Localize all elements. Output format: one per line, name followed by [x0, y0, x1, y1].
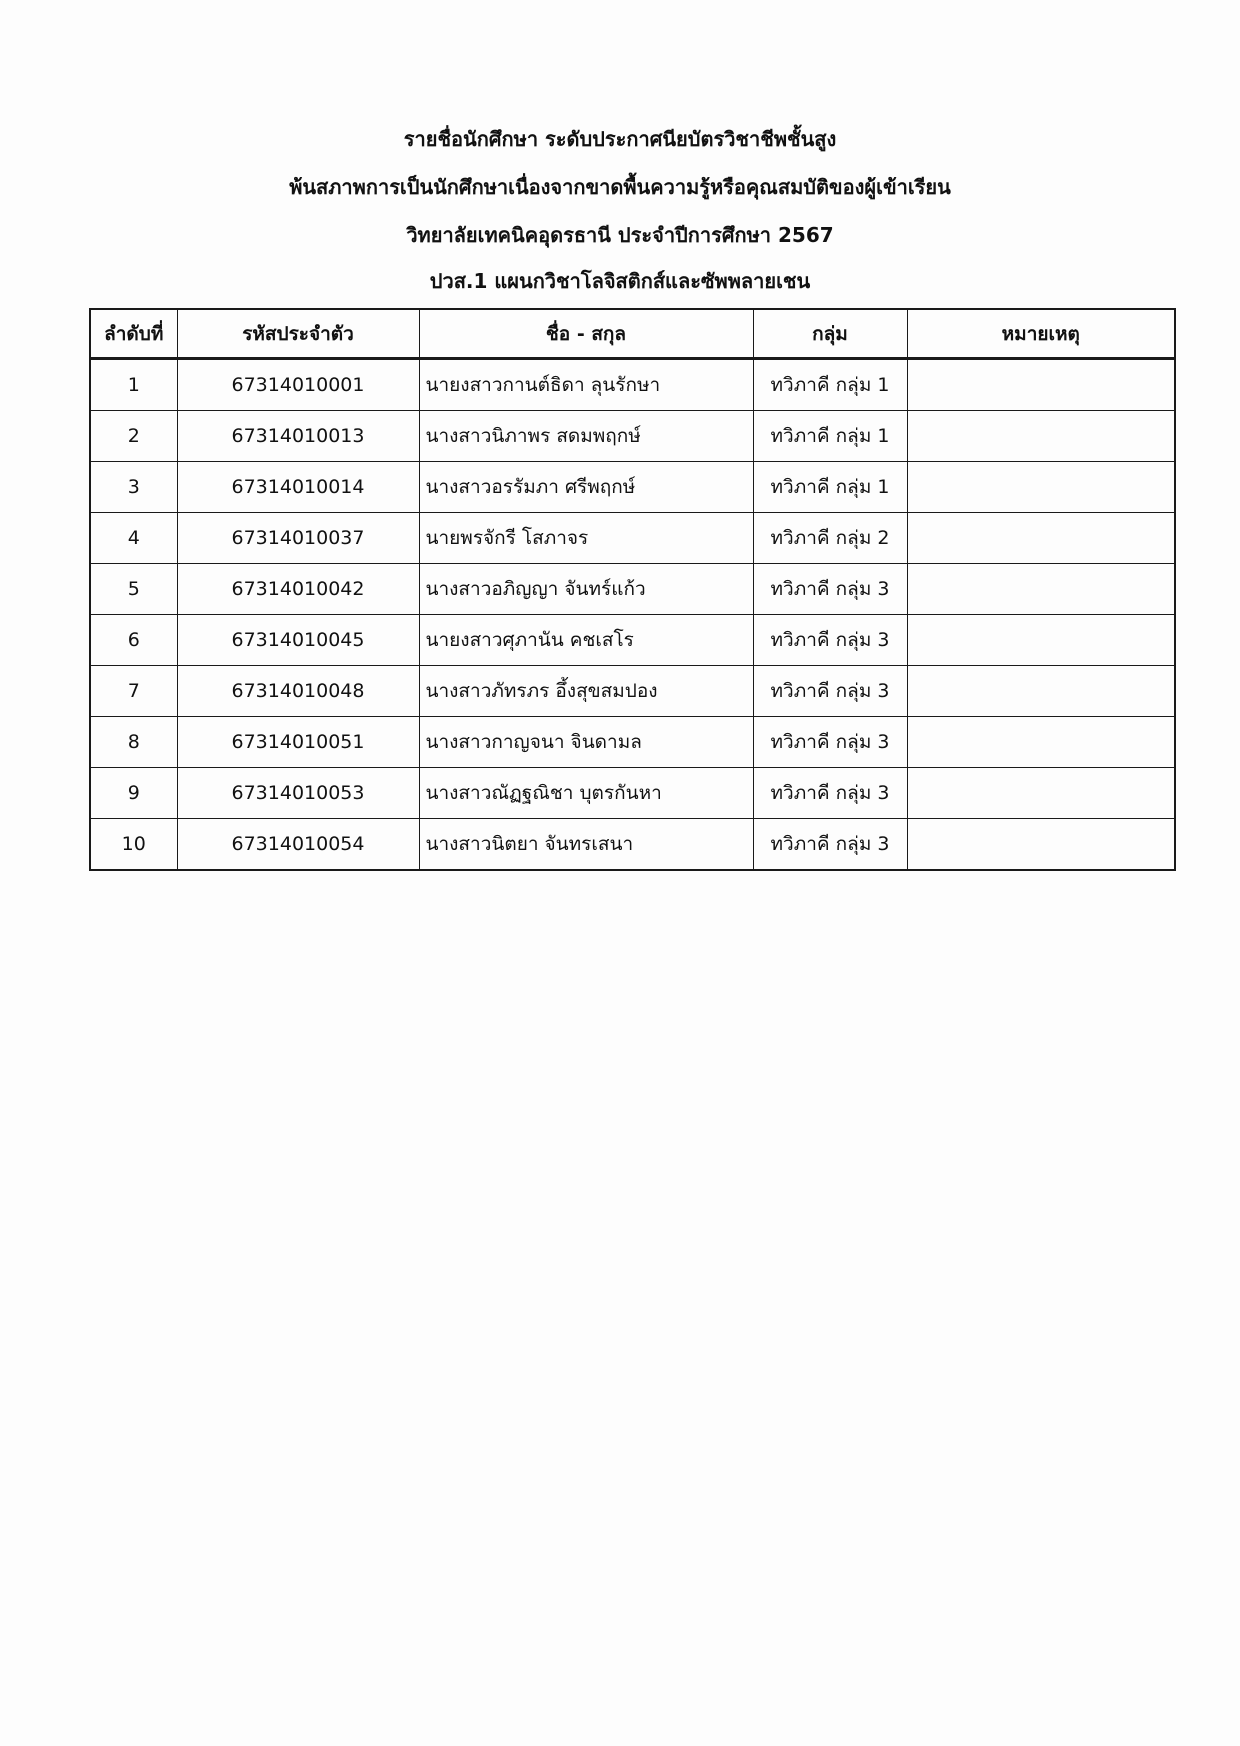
cell-student-id: 67314010037: [177, 513, 419, 564]
cell-no: 10: [90, 819, 177, 871]
cell-name: นางสาวภัทรภร อึ้งสุขสมปอง: [419, 666, 753, 717]
header-student-id: รหัสประจำตัว: [177, 309, 419, 359]
table-row: [90, 513, 1175, 564]
table-row: [90, 768, 1175, 819]
table-row: [90, 411, 1175, 462]
cell-remark: [907, 717, 1175, 768]
cell-student-id: 67314010048: [177, 666, 419, 717]
table-row: [90, 819, 1175, 871]
cell-student-id: 67314010045: [177, 615, 419, 666]
cell-remark: [907, 768, 1175, 819]
cell-remark: [907, 564, 1175, 615]
header-group: กลุ่ม: [753, 309, 907, 359]
cell-no: 3: [90, 462, 177, 513]
table-row: [90, 359, 1175, 411]
cell-group: ทวิภาคี กลุ่ม 1: [753, 462, 907, 513]
cell-group: ทวิภาคี กลุ่ม 3: [753, 564, 907, 615]
cell-name: นายงสาวกานต์ธิดา ลุนรักษา: [419, 359, 753, 411]
cell-student-id: 67314010014: [177, 462, 419, 513]
cell-group: ทวิภาคี กลุ่ม 3: [753, 768, 907, 819]
cell-group: ทวิภาคี กลุ่ม 1: [753, 411, 907, 462]
student-table: [89, 308, 1176, 871]
cell-student-id: 67314010054: [177, 819, 419, 871]
header-no: ลำดับที่: [90, 309, 177, 359]
cell-student-id: 67314010001: [177, 359, 419, 411]
cell-no: 4: [90, 513, 177, 564]
cell-no: 7: [90, 666, 177, 717]
table-row: [90, 666, 1175, 717]
cell-group: ทวิภาคี กลุ่ม 2: [753, 513, 907, 564]
cell-student-id: 67314010042: [177, 564, 419, 615]
title-line-3: วิทยาลัยเทคนิคอุดรธานี ประจำปีการศึกษา 2567: [406, 223, 834, 247]
table-row: [90, 564, 1175, 615]
cell-no: 6: [90, 615, 177, 666]
cell-group: ทวิภาคี กลุ่ม 3: [753, 666, 907, 717]
cell-name: นางสาวนิภาพร สดมพฤกษ์: [419, 411, 753, 462]
cell-name: นางสาวอรรัมภา ศรีพฤกษ์: [419, 462, 753, 513]
cell-no: 8: [90, 717, 177, 768]
cell-remark: [907, 359, 1175, 411]
cell-name: นางสาวกาญจนา จินดามล: [419, 717, 753, 768]
title-line-2: พ้นสภาพการเป็นนักศึกษาเนื่องจากขาดพื้นความรู้หรือคุณสมบัติของผู้เข้าเรียน: [289, 175, 951, 199]
table-row: [90, 615, 1175, 666]
title-line-4: ปวส.1 แผนกวิชาโลจิสติกส์และซัพพลายเชน: [429, 269, 811, 293]
header-name: ชื่อ - สกุล: [419, 309, 753, 359]
cell-remark: [907, 819, 1175, 871]
cell-remark: [907, 462, 1175, 513]
cell-no: 9: [90, 768, 177, 819]
cell-name: นางสาวนิตยา จันทรเสนา: [419, 819, 753, 871]
table-row: [90, 717, 1175, 768]
table-header-row: [90, 309, 1175, 359]
header-remark: หมายเหตุ: [907, 309, 1175, 359]
cell-student-id: 67314010013: [177, 411, 419, 462]
cell-remark: [907, 615, 1175, 666]
cell-group: ทวิภาคี กลุ่ม 1: [753, 359, 907, 411]
cell-name: นายพรจักรี โสภาจร: [419, 513, 753, 564]
cell-student-id: 67314010051: [177, 717, 419, 768]
table-row: [90, 462, 1175, 513]
cell-name: นายงสาวศุภานัน คชเสโร: [419, 615, 753, 666]
cell-remark: [907, 411, 1175, 462]
cell-name: นางสาวณัฏฐณิชา บุตรกันหา: [419, 768, 753, 819]
cell-group: ทวิภาคี กลุ่ม 3: [753, 717, 907, 768]
cell-name: นางสาวอภิญญา จันทร์แก้ว: [419, 564, 753, 615]
cell-no: 2: [90, 411, 177, 462]
cell-no: 5: [90, 564, 177, 615]
cell-remark: [907, 666, 1175, 717]
cell-student-id: 67314010053: [177, 768, 419, 819]
cell-remark: [907, 513, 1175, 564]
cell-no: 1: [90, 359, 177, 411]
title-line-1: รายชื่อนักศึกษา ระดับประกาศนียบัตรวิชาชีพชั้นสูง: [403, 127, 837, 151]
cell-group: ทวิภาคี กลุ่ม 3: [753, 819, 907, 871]
cell-group: ทวิภาคี กลุ่ม 3: [753, 615, 907, 666]
